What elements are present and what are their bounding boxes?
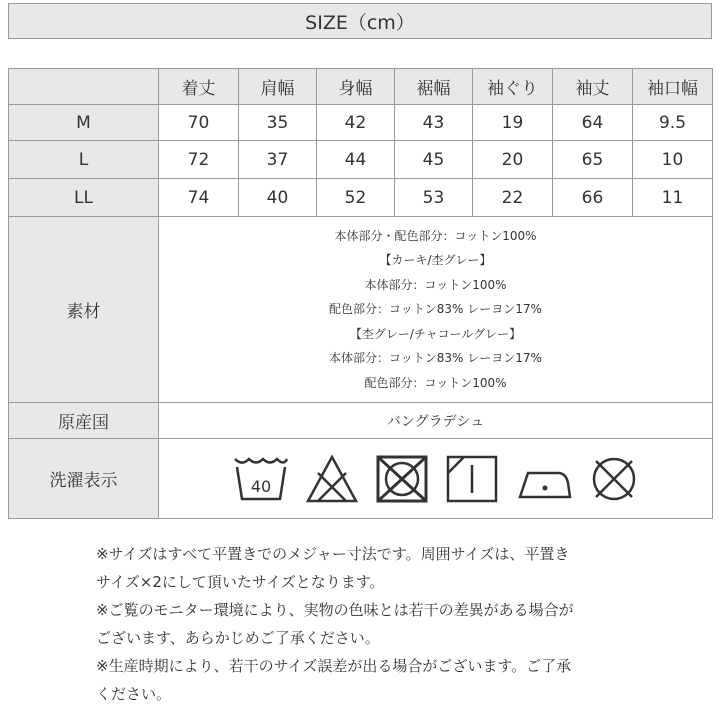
note-line: ※ご覧のモニター環境により、実物の色味とは若干の差異がある場合が <box>96 601 574 619</box>
table-cell: 45 <box>395 141 473 179</box>
table-cell: 72 <box>159 141 239 179</box>
table-cell: 10 <box>633 141 713 179</box>
line-dry-icon <box>444 453 500 505</box>
care-row <box>9 439 713 519</box>
notes <box>96 540 696 708</box>
table-cell: 65 <box>553 141 633 179</box>
material-line: 【杢グレー/チャコールグレー】 <box>349 326 522 341</box>
table-cell: 19 <box>473 105 553 141</box>
material-cell <box>159 217 713 403</box>
origin-value: バングラデシュ <box>159 403 713 439</box>
size-title: SIZE（cm） <box>305 11 415 34</box>
table-cell: 43 <box>395 105 473 141</box>
note-line: ございます、あらかじめご了承ください。 <box>96 629 380 647</box>
col-header-armhole: 袖ぐり <box>473 69 553 105</box>
material-line: 本体部分：コットン100% <box>364 277 507 292</box>
table-row <box>9 179 713 217</box>
col-header-shoulder: 肩幅 <box>239 69 317 105</box>
material-line: 【カーキ/杢グレー】 <box>379 253 492 268</box>
table-cell: 20 <box>473 141 553 179</box>
col-header-hem: 裾幅 <box>395 69 473 105</box>
note-line: サイズ×2にして頂いたサイズとなります。 <box>96 573 385 591</box>
size-table <box>8 68 713 519</box>
table-cell: 40 <box>239 179 317 217</box>
corner-cell <box>9 69 159 105</box>
no-tumble-dry-icon <box>374 453 430 505</box>
iron-low-icon <box>514 453 574 505</box>
care-label: 洗濯表示 <box>9 439 159 519</box>
col-header-cuff: 袖口幅 <box>633 69 713 105</box>
table-cell: 70 <box>159 105 239 141</box>
no-dry-clean-icon <box>588 453 640 505</box>
col-header-chest: 身幅 <box>317 69 395 105</box>
care-icons <box>159 453 712 505</box>
no-bleach-icon <box>304 453 360 505</box>
table-cell: 9.5 <box>633 105 713 141</box>
material-line: 配色部分：コットン83% レーヨン17% <box>329 302 542 317</box>
table-cell: 74 <box>159 179 239 217</box>
table-cell: 35 <box>239 105 317 141</box>
col-header-sleeve: 袖丈 <box>553 69 633 105</box>
wash-40-icon <box>232 453 290 505</box>
wash-temp-text: 40 <box>250 476 271 496</box>
table-cell: 66 <box>553 179 633 217</box>
material-line: 本体部分・配色部分：コットン100% <box>334 228 537 243</box>
table-cell: 42 <box>317 105 395 141</box>
table-header-row <box>9 69 713 105</box>
care-icons-cell <box>159 439 713 519</box>
note-line: ください。 <box>96 685 172 703</box>
origin-label: 原産国 <box>9 403 159 439</box>
table-row <box>9 141 713 179</box>
table-cell: 53 <box>395 179 473 217</box>
origin-row <box>9 403 713 439</box>
material-line: 本体部分：コットン83% レーヨン17% <box>329 351 542 366</box>
table-cell: 64 <box>553 105 633 141</box>
size-header <box>8 3 712 39</box>
table-cell: 22 <box>473 179 553 217</box>
size-label: LL <box>9 179 159 217</box>
material-row <box>9 217 713 403</box>
table-cell: 44 <box>317 141 395 179</box>
note-line: ※生産時期により、若干のサイズ誤差が出る場合がございます。ご了承 <box>96 657 572 675</box>
table-cell: 11 <box>633 179 713 217</box>
note-line: ※サイズはすべて平置きでのメジャー寸法です。周囲サイズは、平置き <box>96 545 570 563</box>
size-label: L <box>9 141 159 179</box>
size-label: M <box>9 105 159 141</box>
table-cell: 37 <box>239 141 317 179</box>
col-header-length: 着丈 <box>159 69 239 105</box>
material-label: 素材 <box>9 217 159 403</box>
material-line: 配色部分：コットン100% <box>364 375 507 390</box>
table-cell: 52 <box>317 179 395 217</box>
table-row <box>9 105 713 141</box>
